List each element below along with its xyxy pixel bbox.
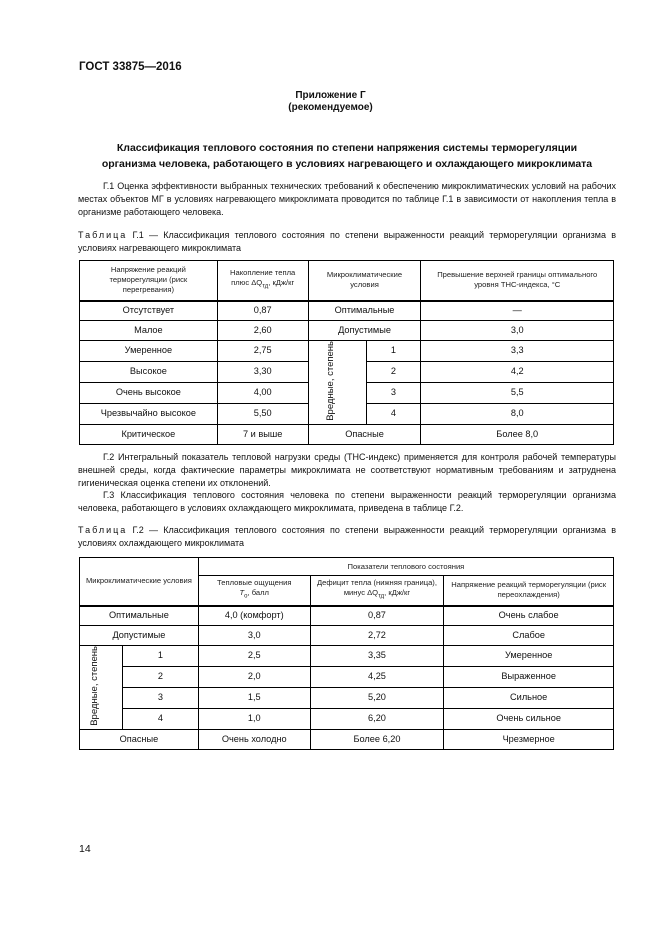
- degree-cell: 4: [366, 403, 421, 424]
- heat-cell: 2,60: [217, 321, 308, 341]
- section-title-line2: организма человека, работающего в условиях нагревающего и охлаждающего микроклимата: [101, 158, 593, 170]
- sensation-cell: Очень холодно: [198, 729, 310, 749]
- table2-header-conditions: Микроклиматические условия: [80, 558, 199, 606]
- appendix-subtitle: (рекомендуемое): [288, 102, 373, 113]
- table-row: [80, 646, 614, 667]
- document-header: ГОСТ 33875—2016: [79, 61, 182, 73]
- heat-cell: 4,00: [217, 382, 308, 403]
- strain-cell: Высокое: [80, 361, 218, 382]
- table2-header-sensation-text: Тепловые ощущения: [217, 578, 292, 588]
- table-row: [80, 301, 614, 321]
- harmful-degree-label: [308, 341, 366, 425]
- table1-header-excess: Превышение верхней границы оптимального уровня ТНС-индекса, °С: [421, 261, 614, 301]
- table-row: [80, 626, 614, 646]
- deficit-cell: Более 6,20: [310, 729, 444, 749]
- page-number: 14: [79, 843, 91, 855]
- degree-cell: 3: [122, 687, 198, 708]
- paragraph-g2: Г.2 Интегральный показатель тепловой нагрузки среды (ТНС-индекс) применяется для контроля рабочей температуры внешней среды, когда фактические параметры микроклимата не соответствуют нормативным требованиям и затруднена гигиеническая оценка степени их отклонений.: [78, 452, 616, 488]
- conditions-cell: Оптимальные: [308, 301, 421, 321]
- deficit-cell: 6,20: [310, 708, 444, 729]
- strain-cell: Отсутствует: [80, 301, 218, 321]
- paragraph-g1: [78, 180, 616, 218]
- excess-cell: 5,5: [421, 382, 614, 403]
- strain-cell: Умеренное: [444, 646, 614, 667]
- sensation-cell: 1,5: [198, 687, 310, 708]
- table2-header-strain: Напряжение реакций терморегуляции (риск переохлаждения): [444, 576, 614, 606]
- degree-cell: 4: [122, 708, 198, 729]
- degree-cell: 3: [366, 382, 421, 403]
- deficit-cell: 4,25: [310, 666, 444, 687]
- excess-cell: —: [421, 301, 614, 321]
- table2-header-group: Показатели теплового состояния: [198, 558, 613, 576]
- table1-header-heat: [217, 261, 308, 301]
- table1-header-heat-sub: тд: [262, 284, 269, 290]
- table2-header-sensation: [198, 576, 310, 606]
- strain-cell: Малое: [80, 321, 218, 341]
- table1-caption-text: Г.1 — Классификация теплового состояния по степени выраженности реакций терморегуляции организма в условиях нагревающего микроклимата: [78, 230, 616, 253]
- excess-cell: 3,0: [421, 321, 614, 341]
- deficit-cell: 2,72: [310, 626, 444, 646]
- harmful-degree-label: [80, 646, 123, 730]
- table1-header-heat-unit: , кДж/кг: [268, 278, 295, 288]
- table1-header-conditions: Микроклиматические условия: [308, 261, 421, 301]
- strain-cell: Очень сильное: [444, 708, 614, 729]
- section-title: [78, 140, 616, 172]
- heat-cell: 3,30: [217, 361, 308, 382]
- table1-header-row: [80, 261, 614, 301]
- paragraph-g3: Г.3 Классификация теплового состояния человека по степени выраженности реакций терморегуляции организма человека, работающего в условиях охлаждающего микроклимата, приведена в таблице Г.2.: [78, 490, 616, 514]
- table1-header-heat-text: Накопление тепла плюс ΔQ: [230, 268, 296, 288]
- excess-cell: 8,0: [421, 403, 614, 424]
- excess-cell: Более 8,0: [421, 424, 614, 444]
- table2-caption-text: Г.2 — Классификация теплового состояния по степени выраженности реакций терморегуляции организма в условиях охлаждающего микроклимата: [78, 525, 616, 548]
- heat-cell: 0,87: [217, 301, 308, 321]
- heat-cell: 7 и выше: [217, 424, 308, 444]
- table2-header-deficit-unit: , кДж/кг: [384, 588, 411, 598]
- table-row: [80, 708, 614, 729]
- sensation-cell: 3,0: [198, 626, 310, 646]
- sensation-cell: 4,0 (комфорт): [198, 606, 310, 626]
- conditions-cell: Опасные: [80, 729, 199, 749]
- table2-header-sensation-symbol: T: [239, 588, 245, 598]
- excess-cell: 4,2: [421, 361, 614, 382]
- strain-cell: Умеренное: [80, 341, 218, 362]
- table1-header-strain: Напряжение реакций терморегуляции (риск перегревания): [80, 261, 218, 301]
- table2-header-deficit-text: Дефицит тепла (нижняя граница), минус ΔQ: [316, 578, 437, 598]
- table1-caption: [78, 229, 616, 255]
- table-row: [80, 729, 614, 749]
- table-row: [80, 321, 614, 341]
- strain-cell: Критическое: [80, 424, 218, 444]
- degree-cell: 1: [122, 646, 198, 667]
- harmful-degree-label-text: Вредные, степень: [88, 646, 100, 726]
- table2-caption-label: Таблица: [78, 525, 128, 535]
- deficit-cell: 5,20: [310, 687, 444, 708]
- sensation-cell: 2,5: [198, 646, 310, 667]
- table-row: [80, 341, 614, 362]
- deficit-cell: 0,87: [310, 606, 444, 626]
- strain-cell: Очень высокое: [80, 382, 218, 403]
- sensation-cell: 1,0: [198, 708, 310, 729]
- degree-cell: 2: [366, 361, 421, 382]
- heat-cell: 5,50: [217, 403, 308, 424]
- table2-header-sensation-sub: о: [244, 594, 248, 600]
- degree-cell: 1: [366, 341, 421, 362]
- sensation-cell: 2,0: [198, 666, 310, 687]
- table-row: [80, 666, 614, 687]
- table2-header-deficit-sub: тд: [378, 594, 385, 600]
- conditions-cell: Допустимые: [80, 626, 199, 646]
- strain-cell: Сильное: [444, 687, 614, 708]
- table-row: [80, 424, 614, 444]
- excess-cell: 3,3: [421, 341, 614, 362]
- strain-cell: Слабое: [444, 626, 614, 646]
- table2-header-row1: [80, 558, 614, 576]
- table1: [79, 260, 614, 445]
- paragraph-g1-text: Г.1 Оценка эффективности выбранных технических требований к обеспечению микроклиматических условий на рабочих местах объектов МГ в условиях нагревающего микроклимата проводится по таблице Г.1 в зависимости от накопления тепла в организме работающего человека.: [78, 181, 616, 217]
- paragraph-g2-g3: [78, 451, 616, 515]
- table2: [79, 557, 614, 750]
- strain-cell: Очень слабое: [444, 606, 614, 626]
- deficit-cell: 3,35: [310, 646, 444, 667]
- harmful-degree-label-text: Вредные, степень: [325, 341, 337, 421]
- table-row: [80, 687, 614, 708]
- degree-cell: 2: [122, 666, 198, 687]
- strain-cell: Чрезвычайно высокое: [80, 403, 218, 424]
- strain-cell: Выраженное: [444, 666, 614, 687]
- conditions-cell: Опасные: [308, 424, 421, 444]
- section-title-line1: Классификация теплового состояния по степени напряжения системы терморегуляции: [116, 142, 578, 154]
- strain-cell: Чрезмерное: [444, 729, 614, 749]
- table2-header-deficit: [310, 576, 444, 606]
- conditions-cell: Допустимые: [308, 321, 421, 341]
- table2-caption: [78, 524, 616, 550]
- table2-header-sensation-unit: , балл: [247, 588, 269, 598]
- table1-caption-label: Таблица: [78, 230, 128, 240]
- table-row: [80, 606, 614, 626]
- conditions-cell: Оптимальные: [80, 606, 199, 626]
- heat-cell: 2,75: [217, 341, 308, 362]
- appendix-title: Приложение Г: [295, 90, 366, 101]
